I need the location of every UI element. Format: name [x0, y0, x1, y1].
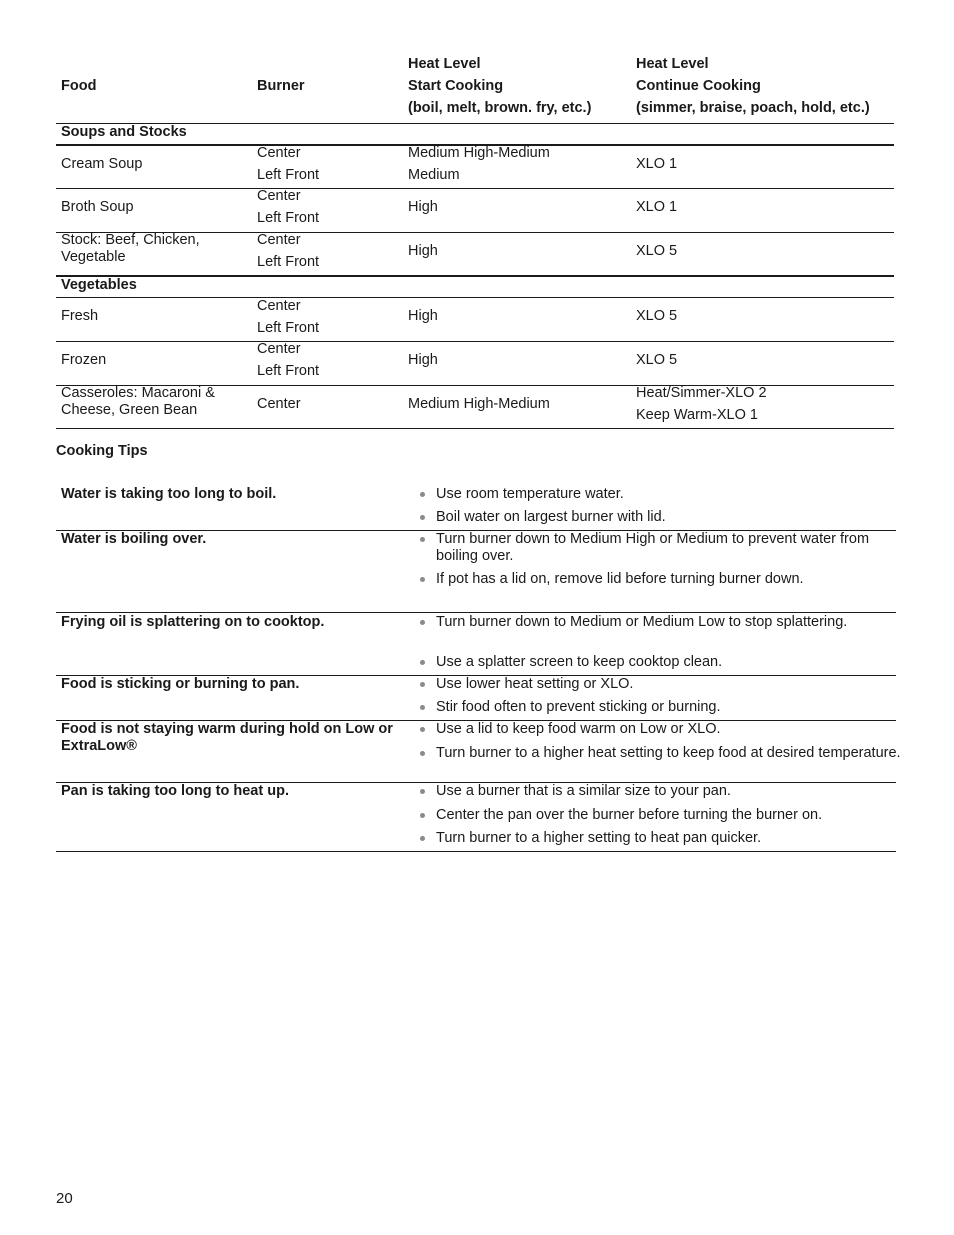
bullet-icon — [420, 660, 425, 665]
row-continue-heat: Heat/Simmer-XLO 2 Keep Warm-XLO 1 — [636, 385, 767, 423]
row-food: Cream Soup — [61, 156, 143, 172]
tip-solution: Center the pan over the burner before turning the burner on. — [420, 807, 906, 824]
header-cont-line3: (simmer, braise, poach, hold, etc.) — [636, 100, 870, 116]
tip-solution: Stir food often to prevent sticking or burning. — [420, 699, 906, 716]
cooking-tips-heading: Cooking Tips — [56, 443, 148, 459]
header-cont-line1: Heat Level — [636, 56, 709, 72]
bullet-icon — [420, 751, 425, 756]
bullet-icon — [420, 813, 425, 818]
tip-problem: Water is taking too long to boil. — [61, 486, 277, 502]
row-burner: Center Left Front — [257, 188, 320, 226]
table-rule — [56, 275, 894, 277]
header-continue-cooking — [636, 53, 870, 119]
row-food: Fresh — [61, 308, 99, 324]
tips-rule — [56, 851, 896, 852]
row-burner: Center Left Front — [257, 341, 320, 379]
tip-problem: Food is not staying warm during hold on Low or ExtraLow® — [61, 721, 393, 754]
header-cont-line2: Continue Cooking — [636, 78, 761, 94]
table-rule — [56, 341, 894, 342]
row-start-heat: High — [408, 352, 438, 368]
row-continue-heat: XLO 5 — [636, 308, 678, 324]
bullet-icon — [420, 789, 425, 794]
header-burner: Burner — [257, 78, 305, 94]
bullet-icon — [420, 537, 425, 542]
tip-solution: Use a lid to keep food warm on Low or XLO. — [420, 721, 906, 738]
bullet-icon — [420, 515, 425, 520]
section-title-soups: Soups and Stocks — [61, 124, 187, 140]
tip-solution: Turn burner to a higher setting to heat pan quicker. — [420, 830, 906, 847]
row-food: Broth Soup — [61, 199, 134, 215]
row-start-heat: High — [408, 199, 438, 215]
header-start-line2: Start Cooking — [408, 78, 504, 94]
tip-solution: Boil water on largest burner with lid. — [420, 509, 906, 526]
bullet-icon — [420, 836, 425, 841]
header-start-line1: Heat Level — [408, 56, 481, 72]
tip-problem: Frying oil is splattering on to cooktop. — [61, 614, 325, 630]
tip-solution: If pot has a lid on, remove lid before turning burner down. — [420, 571, 906, 588]
bullet-icon — [420, 577, 425, 582]
bullet-icon — [420, 705, 425, 710]
row-continue-heat: XLO 5 — [636, 243, 678, 259]
tip-solution: Use lower heat setting or XLO. — [420, 676, 906, 693]
table-rule — [56, 188, 894, 189]
bullet-icon — [420, 682, 425, 687]
tip-solution: Use a splatter screen to keep cooktop clean. — [420, 654, 906, 671]
tip-problem: Pan is taking too long to heat up. — [61, 783, 289, 799]
row-food: Frozen — [61, 352, 107, 368]
header-food: Food — [61, 78, 97, 94]
bullet-icon — [420, 727, 425, 732]
row-burner: Center Left Front — [257, 145, 320, 183]
tip-solution: Turn burner down to Medium High or Medium to prevent water from boiling over. — [420, 531, 906, 565]
tip-solution: Turn burner down to Medium or Medium Low to stop splattering. — [420, 614, 906, 631]
tip-problem: Food is sticking or burning to pan. — [61, 676, 300, 692]
tip-solution: Use a burner that is a similar size to your pan. — [420, 783, 906, 800]
row-burner: Center Left Front — [257, 298, 320, 336]
row-start-heat: High — [408, 243, 438, 259]
row-continue-heat: XLO 1 — [636, 199, 678, 215]
tip-solution: Turn burner to a higher heat setting to keep food at desired temperature. — [420, 745, 906, 762]
row-food: Casseroles: Macaroni & Cheese, Green Bean — [61, 385, 215, 418]
row-continue-heat: XLO 1 — [636, 156, 678, 172]
header-start-cooking — [408, 53, 591, 119]
table-rule — [56, 297, 894, 298]
row-start-heat: Medium High-Medium — [408, 396, 550, 412]
bullet-icon — [420, 620, 425, 625]
tips-rule — [56, 612, 896, 613]
row-start-heat: Medium High-Medium Medium — [408, 145, 550, 183]
section-title-vegetables: Vegetables — [61, 277, 137, 293]
header-start-line3: (boil, melt, brown. fry, etc.) — [408, 100, 592, 116]
bullet-icon — [420, 492, 425, 497]
tip-problem: Water is boiling over. — [61, 531, 207, 547]
row-burner: Center — [257, 396, 301, 412]
table-rule — [56, 428, 894, 429]
row-start-heat: High — [408, 308, 438, 324]
row-continue-heat: XLO 5 — [636, 352, 678, 368]
tip-solution: Use room temperature water. — [420, 486, 906, 503]
row-food: Stock: Beef, Chicken, Vegetable — [61, 232, 200, 265]
page-number: 20 — [56, 1190, 73, 1207]
row-burner: Center Left Front — [257, 232, 320, 270]
